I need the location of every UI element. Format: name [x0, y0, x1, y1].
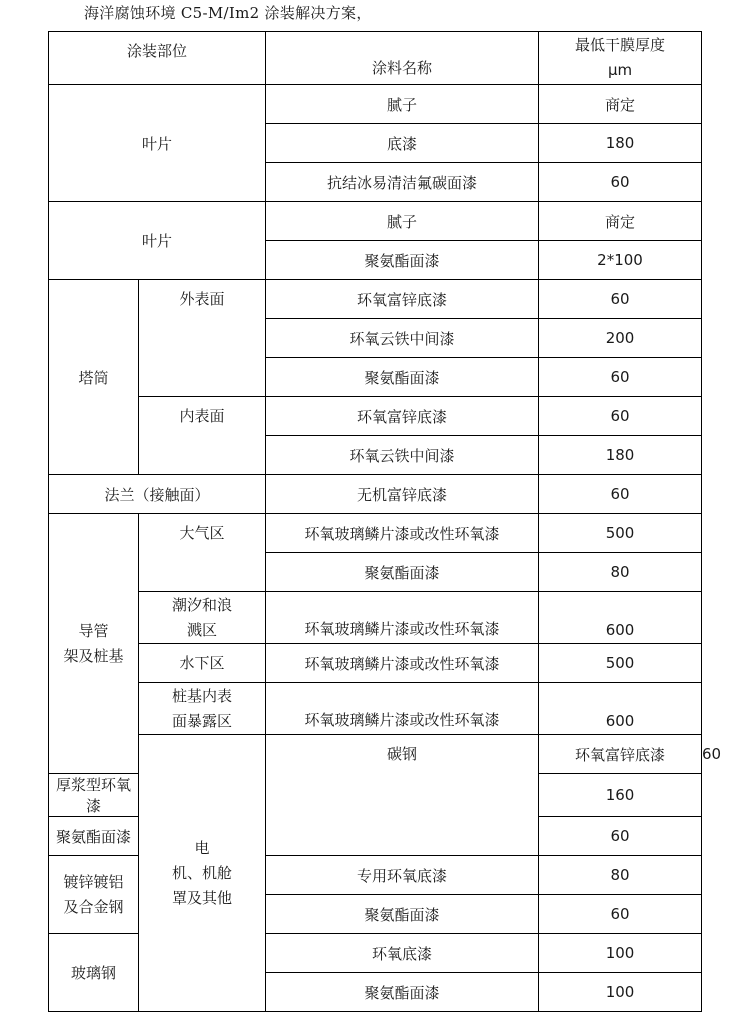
subgroup-tower-outer: 外表面: [139, 280, 266, 397]
thickness-cell: 商定: [539, 85, 702, 124]
table-row: [49, 644, 702, 683]
thickness-cell: 500: [539, 644, 702, 683]
subgroup-jacket-underwater: 水下区: [139, 644, 266, 683]
coating-cell: 聚氨酯面漆: [266, 358, 539, 397]
subgroup-carbon-steel: 碳钢: [266, 735, 539, 856]
group-flange: 法兰（接触面）: [49, 475, 266, 514]
thickness-cell: 180: [539, 436, 702, 475]
coating-cell: 抗结冰易清洁氟碳面漆: [266, 163, 539, 202]
table-row: [49, 85, 702, 124]
header-thickness: 最低干膜厚度 μm: [539, 32, 702, 85]
coating-cell: 聚氨酯面漆: [49, 817, 139, 856]
thickness-cell: 60: [539, 817, 702, 856]
table-row: [49, 514, 702, 553]
subgroup-galvanized: 镀锌镀铝 及合金钢: [49, 856, 139, 934]
coating-cell: 环氧富锌底漆: [539, 735, 702, 774]
group-tower: 塔筒: [49, 280, 139, 475]
thickness-cell: 100: [539, 934, 702, 973]
coating-cell: 环氧玻璃鳞片漆或改性环氧漆: [266, 644, 539, 683]
thickness-cell: 180: [539, 124, 702, 163]
thickness-cell: 60: [539, 280, 702, 319]
coating-cell: 环氧玻璃鳞片漆或改性环氧漆: [266, 514, 539, 553]
coating-cell: 底漆: [266, 124, 539, 163]
thickness-cell: 60: [539, 475, 702, 514]
subgroup-jacket-air: 大气区: [139, 514, 266, 592]
thickness-cell: 60: [539, 397, 702, 436]
thickness-cell: 200: [539, 319, 702, 358]
thickness-cell: 60: [539, 358, 702, 397]
coating-cell: 环氧富锌底漆: [266, 280, 539, 319]
coating-cell: 聚氨酯面漆: [266, 241, 539, 280]
thickness-cell: 60: [539, 163, 702, 202]
subgroup-jacket-splash: 潮汐和浪 溅区: [139, 592, 266, 644]
table-row: [49, 683, 702, 735]
coating-cell: 厚浆型环氧漆: [49, 774, 139, 817]
coating-cell: 环氧富锌底漆: [266, 397, 539, 436]
coating-spec-table: [48, 31, 722, 1012]
thickness-cell: 500: [539, 514, 702, 553]
thickness-cell: 80: [539, 553, 702, 592]
header-row: [49, 32, 702, 85]
subgroup-tower-inner: 内表面: [139, 397, 266, 475]
thickness-cell: 160: [539, 774, 702, 817]
table-row: [49, 592, 702, 644]
table-row: [49, 202, 702, 241]
subgroup-jacket-pile: 桩基内表 面暴露区: [139, 683, 266, 735]
table-row: [49, 280, 702, 319]
thickness-cell: 80: [539, 856, 702, 895]
table-row: 电 机、机舱 罩及其他 碳钢 环氧富锌底漆 60: [49, 735, 702, 774]
thickness-cell: 商定: [539, 202, 702, 241]
group-jacket: 导管 架及桩基: [49, 514, 139, 774]
coating-cell: 环氧玻璃鳞片漆或改性环氧漆: [266, 683, 539, 735]
coating-cell: 专用环氧底漆: [266, 856, 539, 895]
coating-cell: 腻子: [266, 85, 539, 124]
group-blade-1: 叶片: [49, 85, 266, 202]
thickness-cell: 600: [539, 683, 702, 735]
group-blade-2: 叶片: [49, 202, 266, 280]
table-row: [49, 475, 702, 514]
header-coating: 涂料名称: [266, 32, 539, 85]
subgroup-frp: 玻璃钢: [49, 934, 139, 1012]
coating-cell: 环氧玻璃鳞片漆或改性环氧漆: [266, 592, 539, 644]
coating-cell: 无机富锌底漆: [266, 475, 539, 514]
thickness-cell: 60: [539, 895, 702, 934]
coating-cell: 环氧底漆: [266, 934, 539, 973]
coating-cell: 聚氨酯面漆: [266, 895, 539, 934]
coating-cell: 聚氨酯面漆: [266, 973, 539, 1012]
table-row: [49, 397, 702, 436]
coating-cell: 腻子: [266, 202, 539, 241]
coating-cell: 环氧云铁中间漆: [266, 319, 539, 358]
group-motor: 电 机、机舱 罩及其他: [139, 735, 266, 1012]
thickness-cell: 2*100: [539, 241, 702, 280]
thickness-cell: 600: [539, 592, 702, 644]
coating-cell: 聚氨酯面漆: [266, 553, 539, 592]
thickness-cell: 100: [539, 973, 702, 1012]
table-caption: 海洋腐蚀环境 C5-M/Im2 涂装解决方案，: [84, 4, 372, 22]
header-part: 涂装部位: [49, 32, 266, 85]
coating-cell: 环氧云铁中间漆: [266, 436, 539, 475]
